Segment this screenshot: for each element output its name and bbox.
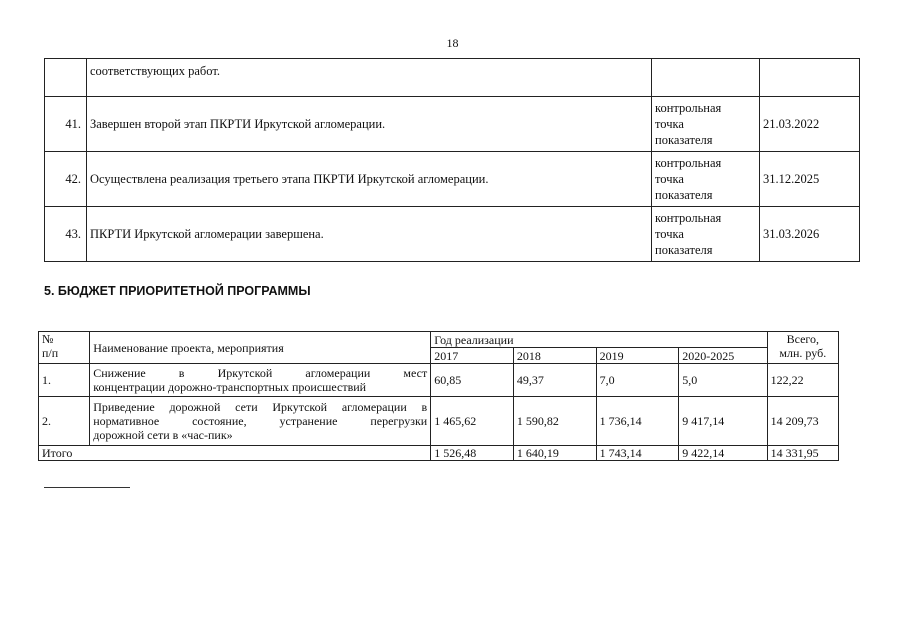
milestone-date: 31.03.2026 <box>760 207 860 262</box>
row-total: 14 209,73 <box>767 397 838 446</box>
total-value: 1 640,19 <box>513 446 596 461</box>
milestone-number: 43. <box>45 207 87 262</box>
total-value: 1 526,48 <box>431 446 514 461</box>
header-row <box>39 332 839 348</box>
total-row <box>39 446 839 461</box>
header-year: 2017 <box>431 348 514 364</box>
milestone-date: 21.03.2022 <box>760 97 860 152</box>
milestone-number: 41. <box>45 97 87 152</box>
row-value: 60,85 <box>431 364 514 397</box>
row-value: 1 590,82 <box>513 397 596 446</box>
row-name: Приведение дорожной сети Иркутской агломерации в нормативное состояние, устранение перегрузки дорожной сети в «час-пик» <box>90 397 431 446</box>
row-value: 49,37 <box>513 364 596 397</box>
total-label: Итого <box>39 446 431 461</box>
header-num: № п/п <box>39 332 90 364</box>
header-total: Всего, млн. руб. <box>767 332 838 364</box>
milestone-name: соответствующих работ. <box>87 59 652 97</box>
table-row <box>45 207 860 262</box>
table-row <box>45 59 860 97</box>
table-row <box>45 152 860 207</box>
row-value: 9 417,14 <box>679 397 767 446</box>
footnote-separator <box>44 487 130 488</box>
row-value: 1 465,62 <box>431 397 514 446</box>
milestone-number: 42. <box>45 152 87 207</box>
header-name: Наименование проекта, мероприятия <box>90 332 431 364</box>
header-year-group: Год реализации <box>431 332 767 348</box>
milestone-name: Осуществлена реализация третьего этапа ПКРТИ Иркутской агломерации. <box>87 152 652 207</box>
table-row <box>39 364 839 397</box>
total-value: 9 422,14 <box>679 446 767 461</box>
row-num: 2. <box>39 397 90 446</box>
milestone-type: контрольная точка показателя <box>652 207 760 262</box>
header-year: 2020-2025 <box>679 348 767 364</box>
row-total: 122,22 <box>767 364 838 397</box>
row-value: 1 736,14 <box>596 397 679 446</box>
table-row <box>45 97 860 152</box>
header-year: 2018 <box>513 348 596 364</box>
row-num: 1. <box>39 364 90 397</box>
section-title: 5. БЮДЖЕТ ПРИОРИТЕТНОЙ ПРОГРАММЫ <box>44 284 311 298</box>
row-value: 7,0 <box>596 364 679 397</box>
milestones-table <box>44 58 860 262</box>
row-value: 5,0 <box>679 364 767 397</box>
milestone-name: ПКРТИ Иркутской агломерации завершена. <box>87 207 652 262</box>
milestone-date: 31.12.2025 <box>760 152 860 207</box>
page-number: 18 <box>446 36 459 50</box>
row-name: Снижение в Иркутской агломерации мест концентрации дорожно-транспортных происшествий <box>90 364 431 397</box>
milestone-type: контрольная точка показателя <box>652 152 760 207</box>
grand-total: 14 331,95 <box>767 446 838 461</box>
milestone-type: контрольная точка показателя <box>652 97 760 152</box>
header-year: 2019 <box>596 348 679 364</box>
table-row <box>39 397 839 446</box>
total-value: 1 743,14 <box>596 446 679 461</box>
budget-table <box>38 331 839 461</box>
milestone-name: Завершен второй этап ПКРТИ Иркутской агломерации. <box>87 97 652 152</box>
